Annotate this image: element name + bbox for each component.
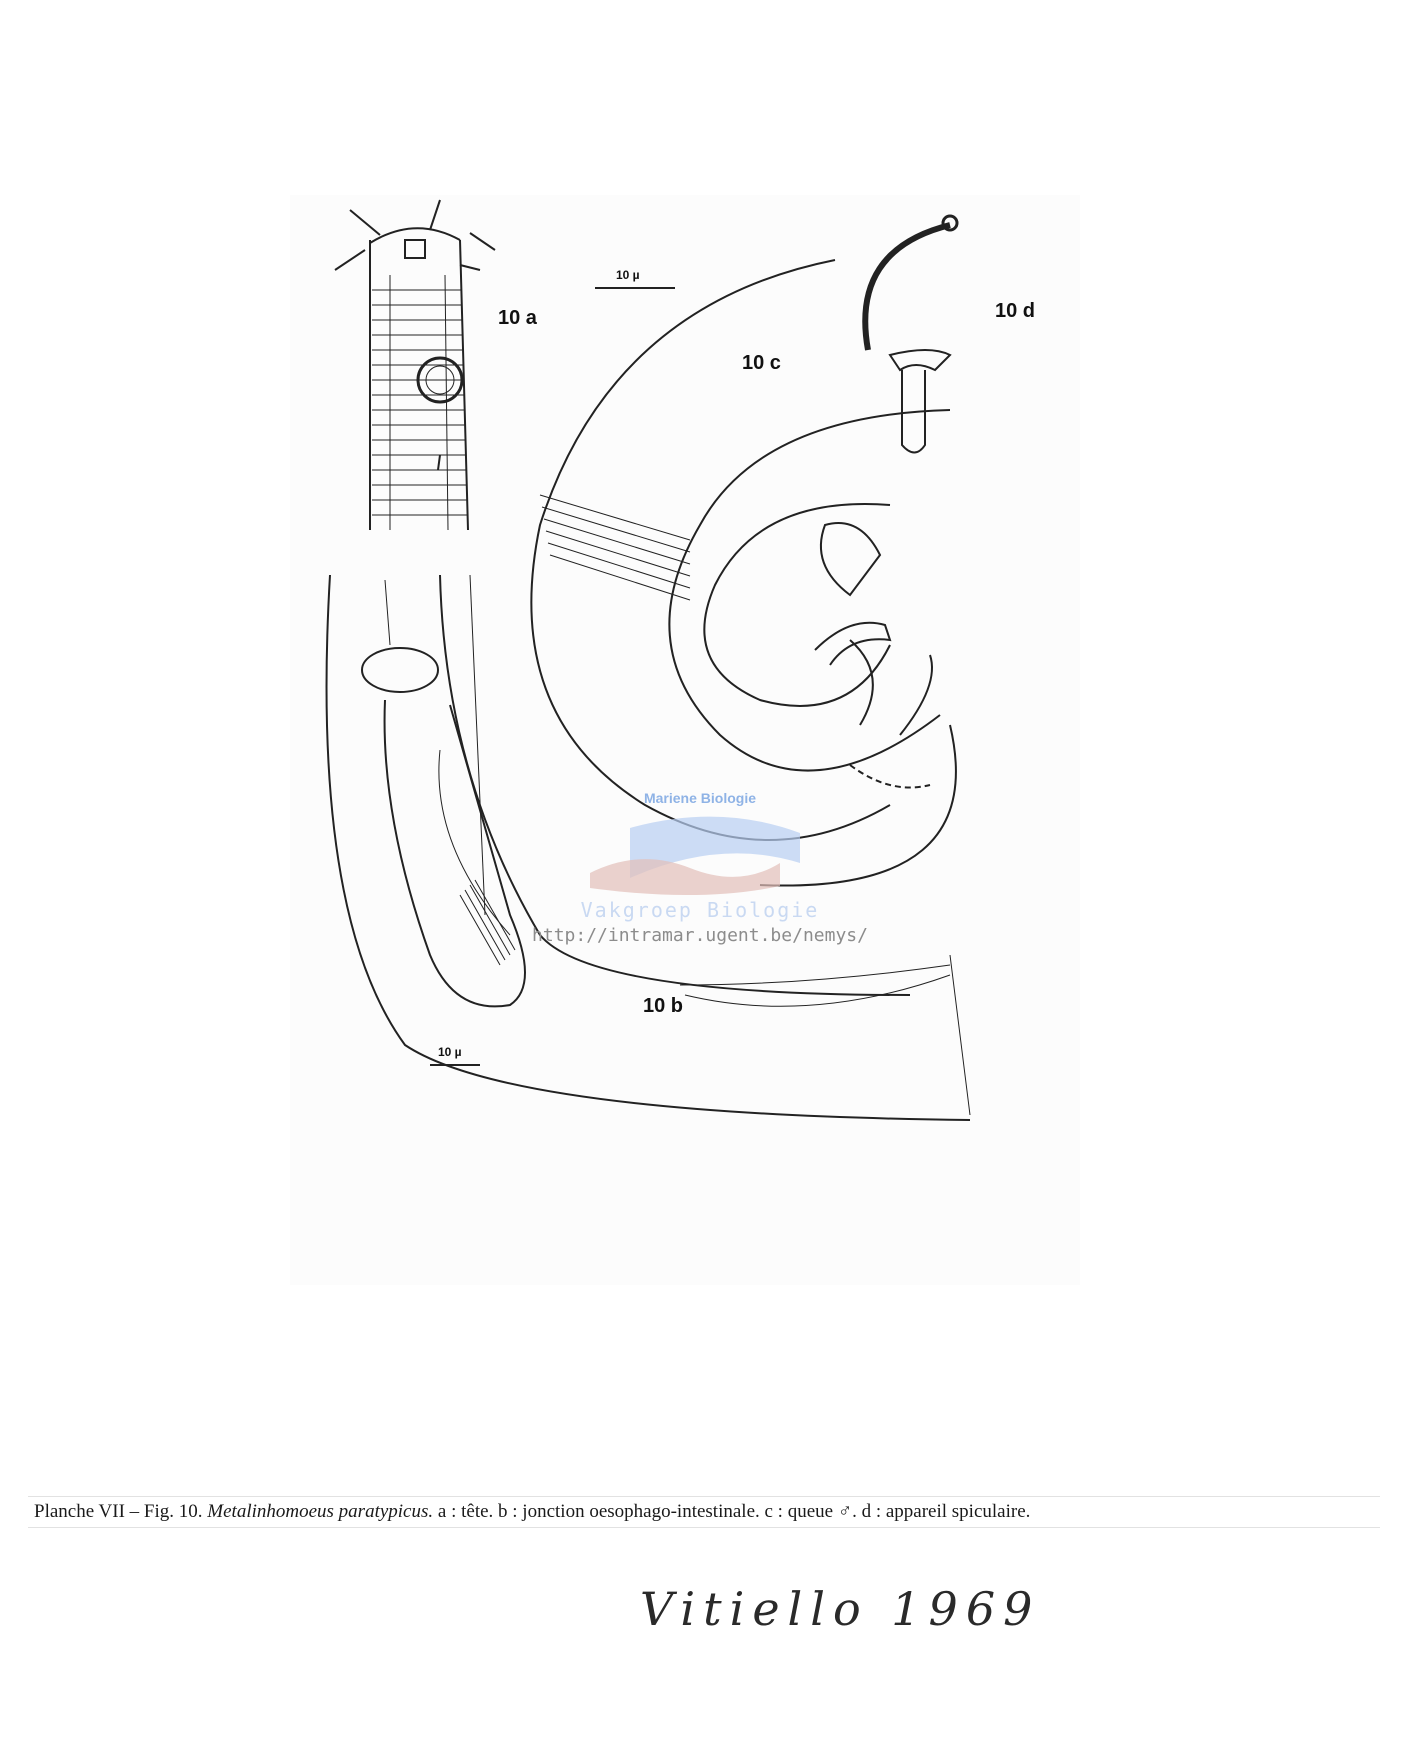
label-10b: 10 b <box>643 995 684 1017</box>
watermark-group: Vakgroep Biologie <box>580 898 820 922</box>
caption-rest: a : tête. b : jonction oesophago-intestinale. c : queue ♂. d : appareil spiculaire. <box>433 1501 1031 1522</box>
watermark-arc-text: Mariene Biologie <box>643 790 757 806</box>
head-drawing-10a <box>335 200 495 530</box>
label-10a: 10 a <box>498 307 537 329</box>
figure-caption <box>28 1496 1380 1528</box>
scale-label-top: 10 µ <box>616 268 640 282</box>
figure-plate <box>290 195 1080 1285</box>
watermark-url: http://intramar.ugent.be/nemys/ <box>532 925 868 946</box>
watermark <box>532 790 868 950</box>
label-10c: 10 c <box>742 352 781 374</box>
scale-label-bottom: 10 µ <box>438 1045 462 1059</box>
bleed-through-text <box>0 1650 1423 1710</box>
nematode-drawings <box>290 195 1080 1285</box>
caption-species: Metalinhomoeus paratypicus. <box>207 1501 434 1522</box>
handwritten-note: Vitiello 1969 <box>640 1582 1041 1636</box>
watermark-logo <box>580 808 820 908</box>
caption-prefix: Planche VII – Fig. 10. <box>34 1501 203 1522</box>
label-10d: 10 d <box>995 300 1036 322</box>
